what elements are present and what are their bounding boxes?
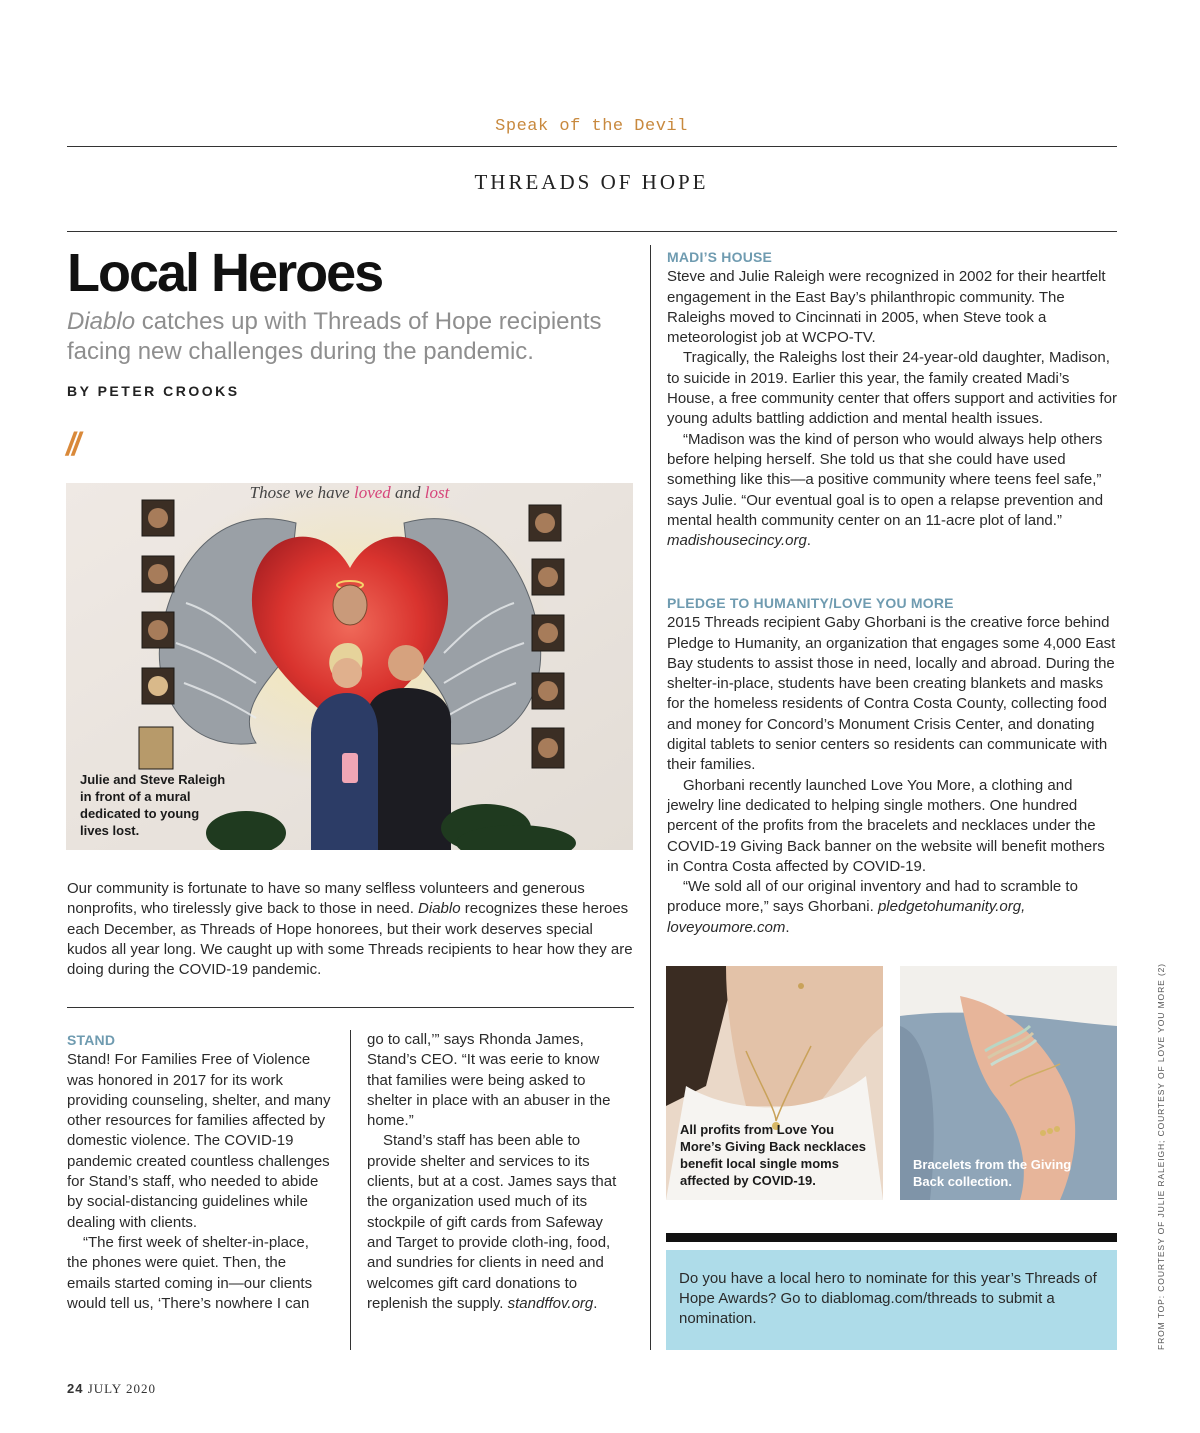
deck xyxy=(67,307,637,367)
caption-line: dedicated to young xyxy=(80,806,200,821)
divider-mark: // xyxy=(66,426,78,462)
mural-text-b: loved xyxy=(353,483,391,502)
intro-rule xyxy=(67,1007,634,1008)
pledge-websites: pledgetohumanity.org, loveyoumore.com xyxy=(667,898,1026,936)
intro-italic: Diablo xyxy=(418,900,461,918)
photo-credit xyxy=(1152,962,1174,1350)
callout-text: Do you have a local hero to nominate for this year’s Threads of Hope Awards? Go to diablomag.com/threads to submit a nomination. xyxy=(679,1270,1097,1327)
photo-credit-text: FROM TOP: COURTESY OF JULIE RALEIGH; COURTESY OF LOVE YOU MORE (2) xyxy=(1156,962,1166,1350)
intro-text: Our community is fortunate to have so many selfless volunteers and generous nonprofits, who tirelessly give back to those in need. xyxy=(67,880,585,918)
main-column-divider xyxy=(650,245,651,1350)
punctuation: . xyxy=(806,532,811,550)
section-tag: Speak of the Devil xyxy=(495,117,688,136)
header-rule xyxy=(67,146,1117,147)
mural-script xyxy=(66,483,633,503)
deck-italic: Diablo xyxy=(67,308,136,335)
mural-text-c: and xyxy=(390,483,425,502)
necklace-caption xyxy=(680,1121,866,1189)
caption-line: in front of a mural xyxy=(80,789,191,804)
nomination-callout xyxy=(666,1250,1117,1350)
stand-paragraph: Stand! For Families Free of Violence was honored in 2017 for its work providing counseling, shelter, and many other resources for families affected by domestic violence. The COVID-19 pandemic created countless challenges for Stand’s staff, who needed to abide by social-distancing guidelines while dealing with clients. xyxy=(67,1051,331,1231)
bracelet-photo xyxy=(900,966,1117,1200)
pledge-paragraph xyxy=(667,877,1117,938)
column-divider xyxy=(350,1030,351,1350)
madis-paragraph: Tragically, the Raleighs lost their 24-year-old daughter, Madison, to suicide in 2019. Earlier this year, the family created Madi’s House, a free community center that offers support and activities for young adults battling addiction and mental health issues. xyxy=(667,349,1117,428)
stand-text: Stand’s staff has been able to provide shelter and services to its clients, but at a cost. James says that the organization used much of its stockpile of gift cards from Safeway and Target to provide cloth-ing, food, and sundries for clients in need and welcomes gift card donations to replenish the supply. xyxy=(367,1132,617,1312)
series-title: THREADS OF HOPE xyxy=(474,170,709,194)
caption-line: affected by COVID-19. xyxy=(680,1173,816,1188)
caption-line: lives lost. xyxy=(80,823,140,838)
madis-paragraph xyxy=(667,430,1117,552)
deck-text: catches up with Threads of Hope recipients facing new challenges during the pandemic. xyxy=(67,308,602,365)
caption-line: Back collection. xyxy=(913,1174,1012,1189)
mural-text-d: lost xyxy=(424,483,450,502)
madis-website: madishousecincy.org xyxy=(667,532,807,550)
madis-house-section xyxy=(667,247,1117,551)
caption-line: All profits from Love You xyxy=(680,1122,835,1137)
mural-text-a: Those we have xyxy=(249,483,354,502)
madis-text: “Madison was the kind of person who would always help others before helping herself. She told us that she could have used something like this—a positive community where teens feel safe,” says Julie. “Our eventual goal is to open a relapse prevention and mental health community center on an 11-acre plot of land.” xyxy=(667,430,1104,529)
stand-column-1 xyxy=(67,1030,332,1314)
intro-paragraph xyxy=(67,879,635,980)
pledge-paragraph: Ghorbani recently launched Love You More, a clothing and jewelry line dedicated to helping single mothers. One hundred percent of the profits from the bracelets and necklaces under the COVID-19 Giving Back banner on the website will benefit mothers in Contra Costa affected by COVID-19. xyxy=(667,776,1105,875)
necklace-photo xyxy=(666,966,883,1200)
caption-line: benefit local single moms xyxy=(680,1156,839,1171)
stand-paragraph: “The first week of shelter-in-place, the phones were quiet. Then, the emails started coming in—our clients would tell us, ‘There’s nowhere I can xyxy=(67,1233,313,1312)
pledge-paragraph: 2015 Threads recipient Gaby Ghorbani is the creative force behind Pledge to Humanity, an organization that engages some 4,000 East Bay students to assist those in need, locally and abroad. During the shelter-in-place, students have been creating blankets and masks for the homeless residents of Contra Costa County, collecting food and money for Concord’s Monument Crisis Center, and donating digital tablets to senior centers so residents can communicate with their families. xyxy=(667,614,1116,774)
mural-photo xyxy=(66,483,633,850)
series-rule xyxy=(67,231,1117,232)
page-footer xyxy=(67,1381,156,1397)
stand-paragraph: go to call,’” says Rhonda James, Stand’s CEO. “It was eerie to know that families were being asked to shelter in place with an abuser in the home.” xyxy=(367,1031,611,1130)
stand-paragraph xyxy=(367,1131,622,1314)
issue-date: JULY 2020 xyxy=(87,1381,156,1396)
page-number: 24 xyxy=(67,1381,84,1396)
headline: Local Heroes xyxy=(67,243,383,303)
stand-website: standffov.org xyxy=(507,1294,594,1312)
pledge-text: “We sold all of our original inventory and had to scramble to produce more,” says Ghorbani. xyxy=(667,878,1078,916)
caption-line: More’s Giving Back necklaces xyxy=(680,1139,866,1154)
callout-bar xyxy=(666,1233,1117,1242)
caption-line: Bracelets from the Giving xyxy=(913,1157,1072,1172)
punctuation: . xyxy=(593,1294,598,1312)
pledge-heading: PLEDGE TO HUMANITY/LOVE YOU MORE xyxy=(667,595,954,611)
stand-heading: STAND xyxy=(67,1032,116,1048)
madis-house-heading: MADI’S HOUSE xyxy=(667,249,773,265)
madis-paragraph: Steve and Julie Raleigh were recognized in 2002 for their heartfelt engagement in the East Bay’s philanthropic community. The Raleighs moved to Cincinnati in 2005, when Steve took a meteorologist job at WCPO-TV. xyxy=(667,268,1106,347)
mural-caption xyxy=(80,771,225,839)
intro-text-rest: recognizes these heroes each December, as Threads of Hope honorees, but their work deserves special kudos all year long. We caught up with some Threads recipients to hear how they are doing during the COVID-19 pandemic. xyxy=(67,900,633,979)
bracelet-caption xyxy=(913,1156,1071,1190)
punctuation: . xyxy=(785,918,790,936)
stand-column-2 xyxy=(367,1030,622,1314)
pledge-section xyxy=(667,593,1117,938)
caption-line: Julie and Steve Raleigh xyxy=(80,772,226,787)
byline: BY PETER CROOKS xyxy=(67,383,240,399)
